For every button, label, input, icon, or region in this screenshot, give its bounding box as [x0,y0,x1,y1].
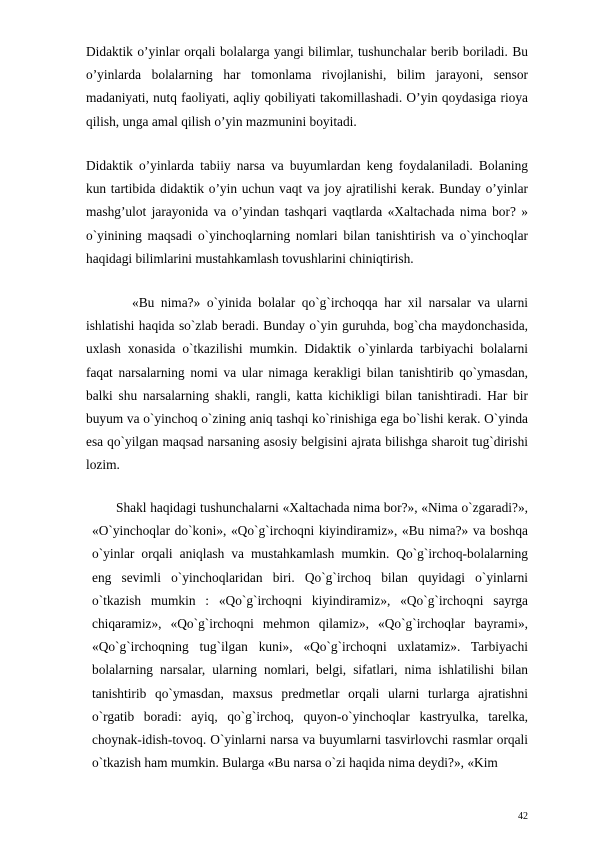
paragraph-natural-objects: Didaktik o’yinlarda tabiiy narsa va buyumlardan keng foydalaniladi. Bolaning kun tartibida didaktik o’yin uchun vaqt va joy ajratilishi kerak. Bunday o’yinlar mashg’ulot jarayonida va o’yindan tashqari vaqtlarda «Xaltachada nima bor? » o`yinining maqsadi o`yinchoqlarning nomlari bilan tanishtirish va o`yinchoqlar haqidagi bilimlarini mustahkamlash tovushlarini chiniqtirish. [86,158,528,266]
page-number: 42 [518,811,528,822]
paragraph-what-is-this-game: «Bu nima?» o`yinida bolalar qo`g`irchoqqa har xil narsalar va ularni ishlatishi haqida so`zlab beradi. Bunday o`yin guruhda, bog`cha maydonchasida, uxlash xonasida o`tkazilishi mumkin. Didaktik o`yinlarda tarbiyachi bolalarni faqat narsalarning nomi va ular nimaga kerakligi bilan tanishtirib qo`ymasdan, balki shu narsalarning shakli, rangli, katta kichikligi bilan tanishtiradi. Har bir buyum va o`yinchoq o`zining aniq tashqi ko`rinishiga ega bo`lishi kerak. O`yinda esa qo`yilgan maqsad narsaning asosiy belgisini ajrata bilishga sharoit tug`dirishi lozim. [86,295,528,473]
paragraph-didactic-games-intro: Didaktik o’yinlar orqali bolalarga yangi bilimlar, tushunchalar berib boriladi. Bu o’yinlarda bolalarning har tomonlama rivojlanishi, bilim jarayoni, sensor madaniyati, nutq faoliyati, aqliy qobiliyati takomillashadi. O’yin qoydasiga rioya qilish, unga amal qilish o’yin mazmunini boyitadi. [86,44,528,129]
paragraph-shape-concepts: Shakl haqidagi tushunchalarni «Xaltachada nima bor?», «Nima o`zgaradi?», «O`yinchoqlar do`koni», «Qo`g`irchoqni kiyindiramiz», «Bu nima?» va boshqa o`yinlar orqali aniqlash va mustahkamlash mumkin. Qo`g`irchoq-bolalarning eng sevimli o`yinchoqlaridan biri. Qo`g`irchoq bilan quyidagi o`yinlarni o`tkazish mumkin : «Qo`g`irchoqni kiyindiramiz», «Qo`g`irchoqni sayrga chiqaramiz», «Qo`g`irchoqni mehmon qilamiz», «Qo`g`irchoqlar bayrami», «Qo`g`irchoqning tug`ilgan kuni», «Qo`g`irchoqni uxlatamiz». Tarbiyachi bolalarning narsalar, ularning nomlari, belgi, sifatlari, nima ishlatilishi bilan tanishtirib qo`ymasdan, maxsus predmetlar orqali ularni turlarga ajratishni o`rgatib boradi: ayiq, qo`g`irchoq, quyon-o`yinchoqlar kastryulka, tarelka, choynak-idish-tovoq. O`yinlarni narsa va buyumlarni tasvirlovchi rasmlar orqali o`tkazish ham mumkin. Bularga «Bu narsa o`zi haqida nima deydi?», «Kim [92,500,528,771]
